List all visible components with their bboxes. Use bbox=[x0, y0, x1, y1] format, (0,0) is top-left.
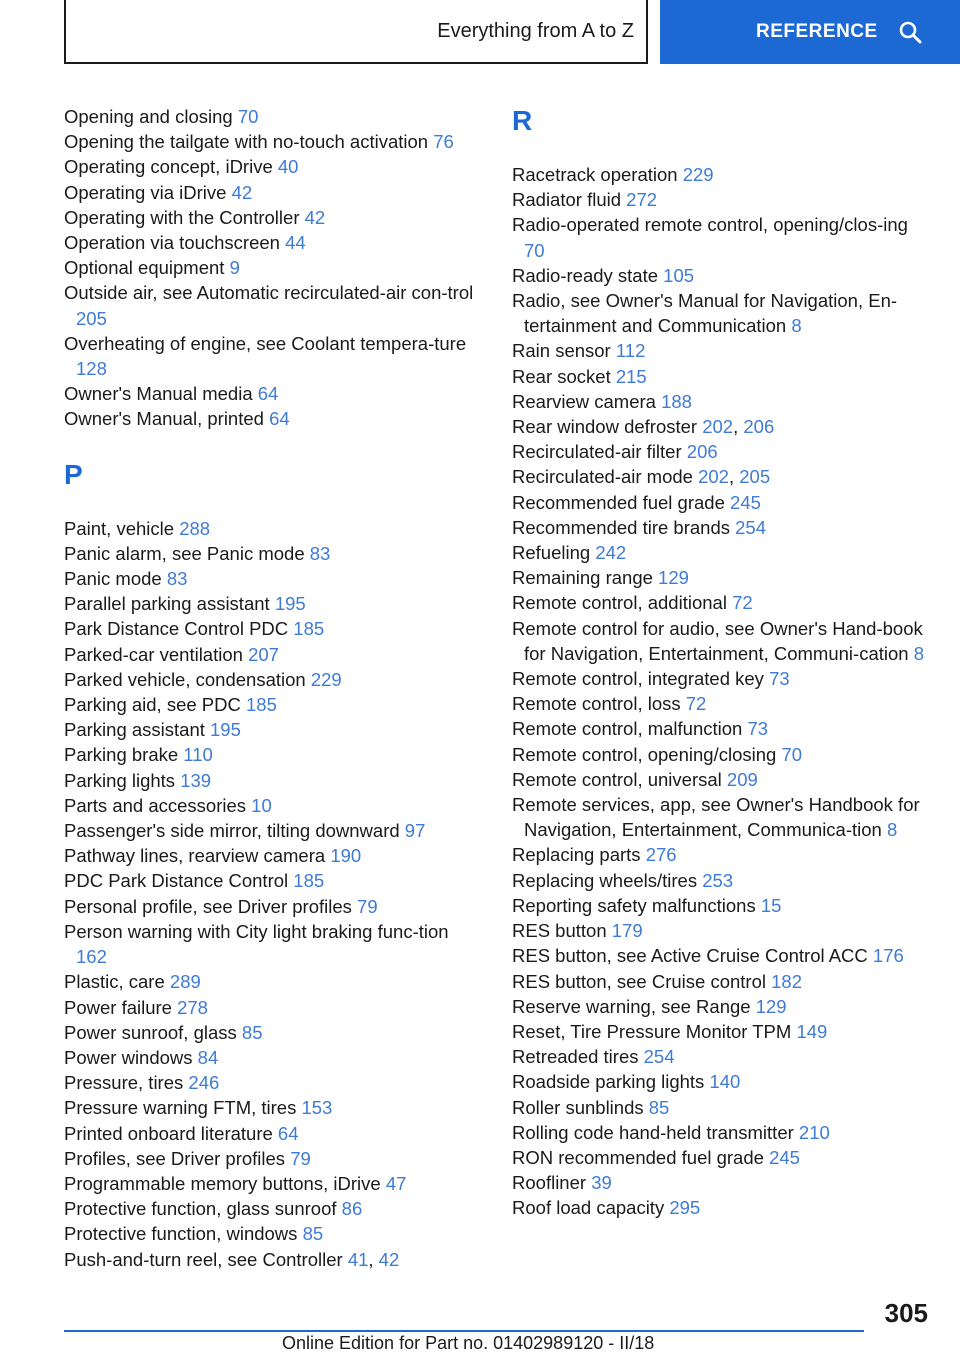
index-entry-term: Remaining range bbox=[512, 567, 659, 589]
index-entry bbox=[512, 792, 932, 842]
index-entry-term: Racetrack operation bbox=[512, 164, 683, 185]
index-entry-term: Rolling code hand-held transmitter bbox=[512, 1121, 799, 1143]
page-reference-link[interactable]: 110 bbox=[183, 744, 213, 766]
index-entry-term: Power windows bbox=[64, 1046, 198, 1068]
page-reference-link[interactable]: 70 bbox=[781, 743, 803, 765]
index-entry bbox=[64, 516, 476, 541]
index-entry bbox=[512, 414, 932, 439]
index-entry-term: Parallel parking assistant bbox=[64, 593, 275, 615]
index-entry bbox=[64, 104, 476, 129]
index-entry-term: Paint, vehicle bbox=[64, 517, 180, 539]
section-header bbox=[64, 0, 648, 64]
index-entry bbox=[64, 180, 476, 205]
page-reference-link[interactable]: 229 bbox=[682, 164, 714, 185]
page-reference-link[interactable]: 188 bbox=[661, 390, 692, 412]
index-entry-term: Operating with the Controller bbox=[64, 206, 305, 228]
index-entry bbox=[512, 212, 932, 262]
index-entry-term: Panic mode bbox=[64, 568, 167, 590]
index-entry bbox=[512, 1044, 932, 1069]
index-entry-term: Roofliner bbox=[512, 1172, 592, 1194]
page-reference-link[interactable]: 185 bbox=[293, 870, 325, 892]
page-reference-link[interactable]: 139 bbox=[180, 769, 212, 791]
page-reference-link[interactable]: 15 bbox=[760, 894, 782, 916]
index-entry-term: RES button bbox=[512, 920, 612, 942]
page-reference-link[interactable]: 202 bbox=[702, 416, 734, 438]
index-entry bbox=[512, 1019, 932, 1044]
index-entry bbox=[64, 1247, 476, 1272]
index-entry-term: Parked vehicle, condensation bbox=[64, 668, 311, 690]
index-entry bbox=[512, 666, 932, 691]
index-entry-term: Overheating of engine, see Coolant tempera-ture bbox=[64, 332, 467, 354]
page-reference-link[interactable]: 72 bbox=[732, 592, 753, 614]
index-entry bbox=[64, 1045, 476, 1070]
index-entry bbox=[64, 381, 476, 406]
page-reference-link[interactable]: 73 bbox=[769, 668, 790, 690]
page-separator: , bbox=[733, 416, 744, 438]
index-entry-term: Person warning with City light braking func-tion bbox=[64, 920, 449, 942]
index-entry bbox=[64, 591, 476, 616]
page-number: 305 bbox=[884, 1298, 928, 1328]
page-reference-link[interactable]: 206 bbox=[686, 441, 718, 463]
page-reference-link[interactable]: 195 bbox=[210, 719, 241, 741]
page-reference-link[interactable]: 179 bbox=[611, 920, 643, 942]
chapter-tab[interactable] bbox=[660, 0, 960, 64]
index-entry-term: Operating via iDrive bbox=[64, 181, 232, 203]
index-entry-term: Parking lights bbox=[64, 769, 181, 791]
page-reference-link[interactable]: 254 bbox=[735, 516, 767, 538]
index-entry bbox=[512, 742, 932, 767]
index-entry-term: Radio-ready state bbox=[512, 264, 664, 286]
page-reference-link[interactable]: 205 bbox=[76, 307, 107, 329]
page-reference-link[interactable]: 129 bbox=[658, 567, 689, 589]
index-entry bbox=[512, 288, 932, 338]
index-entry-term: Plastic, care bbox=[64, 971, 170, 993]
index-entry-term: Recirculated-air mode bbox=[512, 466, 699, 488]
index-entry bbox=[64, 541, 476, 566]
index-entry-term: RES button, see Cruise control bbox=[512, 970, 772, 992]
page-reference-link[interactable]: 295 bbox=[669, 1197, 701, 1219]
page-reference-link[interactable]: 202 bbox=[698, 466, 729, 488]
page-reference-link[interactable]: 195 bbox=[274, 593, 306, 615]
index-column-right bbox=[512, 104, 932, 1221]
index-entry-term: Remote control, loss bbox=[512, 693, 686, 715]
index-entry-term: Park Distance Control PDC bbox=[64, 618, 294, 640]
page-reference-link[interactable]: 176 bbox=[872, 945, 904, 967]
page-reference-link[interactable]: 245 bbox=[769, 1146, 800, 1168]
index-entry-term: Opening the tailgate with no-touch activation bbox=[64, 131, 434, 153]
index-entry bbox=[512, 338, 932, 363]
page-reference-link[interactable]: 185 bbox=[293, 618, 325, 640]
index-entry bbox=[64, 205, 476, 230]
index-entry bbox=[64, 1070, 476, 1095]
index-entry bbox=[64, 1146, 476, 1171]
index-entry bbox=[64, 406, 476, 431]
index-entry-term: Programmable memory buttons, iDrive bbox=[64, 1172, 386, 1194]
index-entry-term: Roller sunblinds bbox=[512, 1096, 649, 1118]
index-entry-term: Protective function, windows bbox=[64, 1223, 303, 1245]
index-entry-term: Parking assistant bbox=[64, 719, 211, 741]
page-reference-link[interactable]: 85 bbox=[241, 1021, 263, 1043]
index-entry-term: Push-and-turn reel, see Controller bbox=[64, 1248, 348, 1270]
page-reference-link[interactable]: 39 bbox=[591, 1172, 612, 1194]
index-entry bbox=[64, 919, 476, 969]
index-entry bbox=[512, 868, 932, 893]
index-entry bbox=[64, 1196, 476, 1221]
page-reference-link[interactable]: 72 bbox=[685, 693, 707, 715]
index-entry bbox=[512, 1095, 932, 1120]
index-entry bbox=[512, 1170, 932, 1195]
index-entry bbox=[512, 691, 932, 716]
page-reference-link[interactable]: 64 bbox=[257, 383, 279, 405]
index-entry-term: Personal profile, see Driver profiles bbox=[64, 895, 358, 917]
index-entry-term: Profiles, see Driver profiles bbox=[64, 1147, 291, 1169]
index-entry bbox=[512, 464, 932, 489]
index-entry bbox=[512, 187, 932, 212]
index-letter-heading: P bbox=[64, 458, 83, 490]
index-entry-term: Radio-operated remote control, opening/clos-ing bbox=[512, 214, 908, 236]
index-entry-term: Pressure warning FTM, tires bbox=[64, 1097, 302, 1119]
page-reference-link[interactable]: 85 bbox=[302, 1223, 324, 1245]
page-reference-link[interactable]: 86 bbox=[341, 1198, 363, 1220]
index-entry bbox=[512, 364, 932, 389]
index-entry bbox=[64, 818, 476, 843]
index-entry-term: Rain sensor bbox=[512, 340, 616, 362]
page-reference-link[interactable]: 229 bbox=[310, 668, 342, 690]
index-entry-term: Replacing parts bbox=[512, 844, 646, 866]
page-reference-link[interactable]: 41 bbox=[347, 1248, 369, 1270]
index-entry-term: Radio, see Owner's Manual for Navigation, En-tertainment and Communication bbox=[512, 290, 898, 337]
page-reference-link[interactable]: 44 bbox=[285, 232, 306, 254]
page-reference-link[interactable]: 129 bbox=[755, 995, 787, 1017]
index-entry bbox=[512, 918, 932, 943]
index-entry-term: Remote control, universal bbox=[512, 768, 727, 790]
page-reference-link[interactable]: 105 bbox=[663, 264, 695, 286]
index-entry-term: Panic alarm, see Panic mode bbox=[64, 542, 310, 564]
index-entry bbox=[64, 667, 476, 692]
index-entry-term: Parked-car ventilation bbox=[64, 643, 249, 665]
index-entry bbox=[64, 1121, 476, 1146]
page-reference-link[interactable]: 70 bbox=[524, 239, 545, 261]
index-entry-term: PDC Park Distance Control bbox=[64, 870, 294, 892]
section-title: Everything from A to Z bbox=[437, 19, 634, 42]
index-entry-term: Radiator fluid bbox=[512, 189, 627, 211]
index-entry-term: Recommended fuel grade bbox=[512, 491, 731, 513]
page-reference-link[interactable]: 272 bbox=[626, 189, 658, 211]
page-reference-link[interactable]: 79 bbox=[357, 895, 378, 917]
index-entry-term: Pressure, tires bbox=[64, 1072, 189, 1094]
page-separator: , bbox=[728, 466, 740, 488]
page-reference-link[interactable]: 182 bbox=[771, 970, 803, 992]
index-entry bbox=[64, 566, 476, 591]
index-entry bbox=[64, 154, 476, 179]
page-reference-link[interactable]: 210 bbox=[798, 1121, 830, 1143]
index-entry bbox=[64, 843, 476, 868]
index-entry-term: Parking aid, see PDC bbox=[64, 694, 247, 716]
index-entry-term: Roadside parking lights bbox=[512, 1071, 710, 1093]
page-reference-link[interactable]: 246 bbox=[188, 1072, 220, 1094]
index-entry-term: Pathway lines, rearview camera bbox=[64, 845, 331, 867]
index-entry-term: Operation via touchscreen bbox=[64, 232, 286, 254]
index-entry bbox=[512, 162, 932, 187]
page-reference-link[interactable]: 42 bbox=[304, 206, 326, 228]
index-entry bbox=[512, 1195, 932, 1220]
index-entry bbox=[512, 490, 932, 515]
page-reference-link[interactable]: 79 bbox=[290, 1147, 311, 1169]
index-entry bbox=[512, 943, 932, 968]
index-entry-term: RON recommended fuel grade bbox=[512, 1146, 770, 1168]
index-entry bbox=[64, 793, 476, 818]
page-reference-link[interactable]: 83 bbox=[166, 568, 188, 590]
page-reference-link[interactable]: 288 bbox=[179, 517, 211, 539]
index-entry bbox=[512, 1069, 932, 1094]
index-entry-term: Refueling bbox=[512, 542, 596, 564]
index-entry bbox=[64, 642, 476, 667]
index-entry-term: Roof load capacity bbox=[512, 1197, 670, 1219]
index-entry bbox=[512, 716, 932, 741]
index-entry bbox=[64, 1095, 476, 1120]
page-reference-link[interactable]: 190 bbox=[330, 845, 362, 867]
index-entry-term: Outside air, see Automatic recirculated-air con-trol bbox=[64, 282, 474, 304]
search-icon[interactable] bbox=[898, 20, 922, 44]
index-entry bbox=[64, 255, 476, 280]
index-entry bbox=[64, 894, 476, 919]
page-reference-link[interactable]: 276 bbox=[645, 844, 677, 866]
index-entry-term: Printed onboard literature bbox=[64, 1122, 278, 1144]
index-entry-term: Retreaded tires bbox=[512, 1046, 644, 1068]
index-entry bbox=[512, 893, 932, 918]
index-entry bbox=[64, 280, 476, 330]
index-entry-term: Recommended tire brands bbox=[512, 516, 736, 538]
page-separator: , bbox=[368, 1248, 379, 1270]
page-reference-link[interactable]: 83 bbox=[309, 542, 331, 564]
index-entry-term: Protective function, glass sunroof bbox=[64, 1198, 342, 1220]
page-reference-link[interactable]: 64 bbox=[269, 408, 290, 430]
page-reference-link[interactable]: 9 bbox=[229, 257, 240, 279]
index-entry-term: RES button, see Active Cruise Control ACC bbox=[512, 945, 873, 967]
index-entry-term: Operating concept, iDrive bbox=[64, 156, 278, 178]
index-entry bbox=[512, 515, 932, 540]
index-entry bbox=[512, 389, 932, 414]
index-entry-term: Remote control, integrated key bbox=[512, 668, 770, 690]
page-reference-link[interactable]: 289 bbox=[169, 971, 201, 993]
index-entry bbox=[512, 439, 932, 464]
index-entry bbox=[64, 717, 476, 742]
index-entry-term: Power sunroof, glass bbox=[64, 1021, 242, 1043]
page-reference-link[interactable]: 85 bbox=[648, 1096, 670, 1118]
index-entry-term: Rear window defroster bbox=[512, 416, 703, 438]
index-entry-term: Reset, Tire Pressure Monitor TPM bbox=[512, 1020, 797, 1042]
index-entry-term: Parking brake bbox=[64, 744, 184, 766]
index-entry-term: Parts and accessories bbox=[64, 794, 252, 816]
page-reference-link[interactable]: 42 bbox=[378, 1248, 400, 1270]
index-entry-term: Power failure bbox=[64, 996, 178, 1018]
page-reference-link[interactable]: 47 bbox=[385, 1172, 407, 1194]
page-reference-link[interactable]: 42 bbox=[231, 181, 253, 203]
page-reference-link[interactable]: 162 bbox=[76, 946, 107, 968]
index-entry bbox=[64, 1221, 476, 1246]
page-reference-link[interactable]: 242 bbox=[595, 542, 627, 564]
index-entry-term: Remote control for audio, see Owner's Hand-book for Navigation, Entertainment, Communi-cation bbox=[512, 617, 923, 664]
page-reference-link[interactable]: 153 bbox=[301, 1097, 333, 1119]
page-reference-link[interactable]: 112 bbox=[615, 340, 646, 362]
index-entry-term: Passenger's side mirror, tilting downward bbox=[64, 820, 405, 842]
index-column-left bbox=[64, 104, 476, 1272]
page-reference-link[interactable]: 73 bbox=[747, 718, 769, 740]
index-entry bbox=[64, 230, 476, 255]
index-entry bbox=[64, 742, 476, 767]
index-entry bbox=[64, 1020, 476, 1045]
index-entry-term: Remote services, app, see Owner's Handbook for Navigation, Entertainment, Communica-tion bbox=[512, 794, 920, 841]
page-reference-link[interactable]: 215 bbox=[615, 365, 647, 387]
chapter-title: REFERENCE bbox=[756, 21, 878, 42]
index-entry-term: Reserve warning, see Range bbox=[512, 995, 756, 1017]
page-reference-link[interactable]: 40 bbox=[277, 156, 299, 178]
index-entry-term: Opening and closing bbox=[64, 106, 238, 127]
index-entry bbox=[64, 1171, 476, 1196]
index-entry bbox=[512, 590, 932, 615]
index-entry-term: Remote control, malfunction bbox=[512, 718, 748, 740]
page-reference-link[interactable]: 8 bbox=[886, 819, 898, 841]
index-entry bbox=[512, 994, 932, 1019]
index-entry bbox=[512, 263, 932, 288]
page-reference-link[interactable]: 76 bbox=[433, 131, 454, 153]
index-entry bbox=[512, 767, 932, 792]
page-reference-link[interactable]: 253 bbox=[702, 869, 734, 891]
index-entry-term: Owner's Manual, printed bbox=[64, 408, 270, 430]
page-reference-link[interactable]: 64 bbox=[277, 1122, 299, 1144]
index-entry bbox=[512, 842, 932, 867]
index-entry bbox=[64, 768, 476, 793]
page-reference-link[interactable]: 207 bbox=[248, 643, 279, 665]
index-letter-heading: R bbox=[512, 105, 533, 136]
index-entry-term: Remote control, additional bbox=[512, 592, 733, 614]
page-reference-link[interactable]: 209 bbox=[726, 768, 758, 790]
page-reference-link[interactable]: 10 bbox=[251, 794, 272, 816]
index-entry-term: Owner's Manual media bbox=[64, 383, 258, 405]
index-entry bbox=[512, 1120, 932, 1145]
page-reference-link[interactable]: 185 bbox=[246, 694, 277, 716]
index-entry bbox=[512, 616, 932, 666]
page-reference-link[interactable]: 97 bbox=[404, 820, 426, 842]
index-entry-term: Remote control, opening/closing bbox=[512, 743, 782, 765]
page-reference-link[interactable]: 206 bbox=[743, 416, 775, 438]
page-reference-link[interactable]: 8 bbox=[913, 642, 924, 664]
index-entry-term: Recirculated-air filter bbox=[512, 441, 687, 463]
page-reference-link[interactable]: 205 bbox=[739, 466, 771, 488]
footer-divider bbox=[64, 1330, 864, 1332]
index-entry-term: Optional equipment bbox=[64, 257, 230, 279]
index-entry-term: Rearview camera bbox=[512, 390, 662, 412]
page-reference-link[interactable]: 149 bbox=[796, 1020, 828, 1042]
page-reference-link[interactable]: 70 bbox=[237, 106, 259, 127]
index-entry bbox=[512, 540, 932, 565]
index-entry bbox=[512, 969, 932, 994]
index-entry bbox=[64, 129, 476, 154]
index-entry bbox=[64, 868, 476, 893]
page-reference-link[interactable]: 8 bbox=[791, 315, 802, 337]
index-entry bbox=[64, 616, 476, 641]
index-entry bbox=[64, 692, 476, 717]
page-reference-link[interactable]: 254 bbox=[643, 1046, 675, 1068]
index-entry bbox=[64, 995, 476, 1020]
page-reference-link[interactable]: 278 bbox=[177, 996, 208, 1018]
footer-edition-note: Online Edition for Part no. 01402989120 - II/18 bbox=[282, 1333, 655, 1353]
index-entry bbox=[512, 565, 932, 590]
page-reference-link[interactable]: 128 bbox=[76, 358, 107, 380]
index-entry bbox=[64, 331, 476, 381]
index-entry-term: Reporting safety malfunctions bbox=[512, 894, 761, 916]
page-reference-link[interactable]: 140 bbox=[709, 1071, 741, 1093]
index-entry bbox=[512, 1145, 932, 1170]
index-entry-term: Rear socket bbox=[512, 365, 616, 387]
index-entry bbox=[64, 969, 476, 994]
page-reference-link[interactable]: 245 bbox=[730, 491, 761, 513]
page-reference-link[interactable]: 84 bbox=[197, 1046, 219, 1068]
index-entry-term: Replacing wheels/tires bbox=[512, 869, 703, 891]
